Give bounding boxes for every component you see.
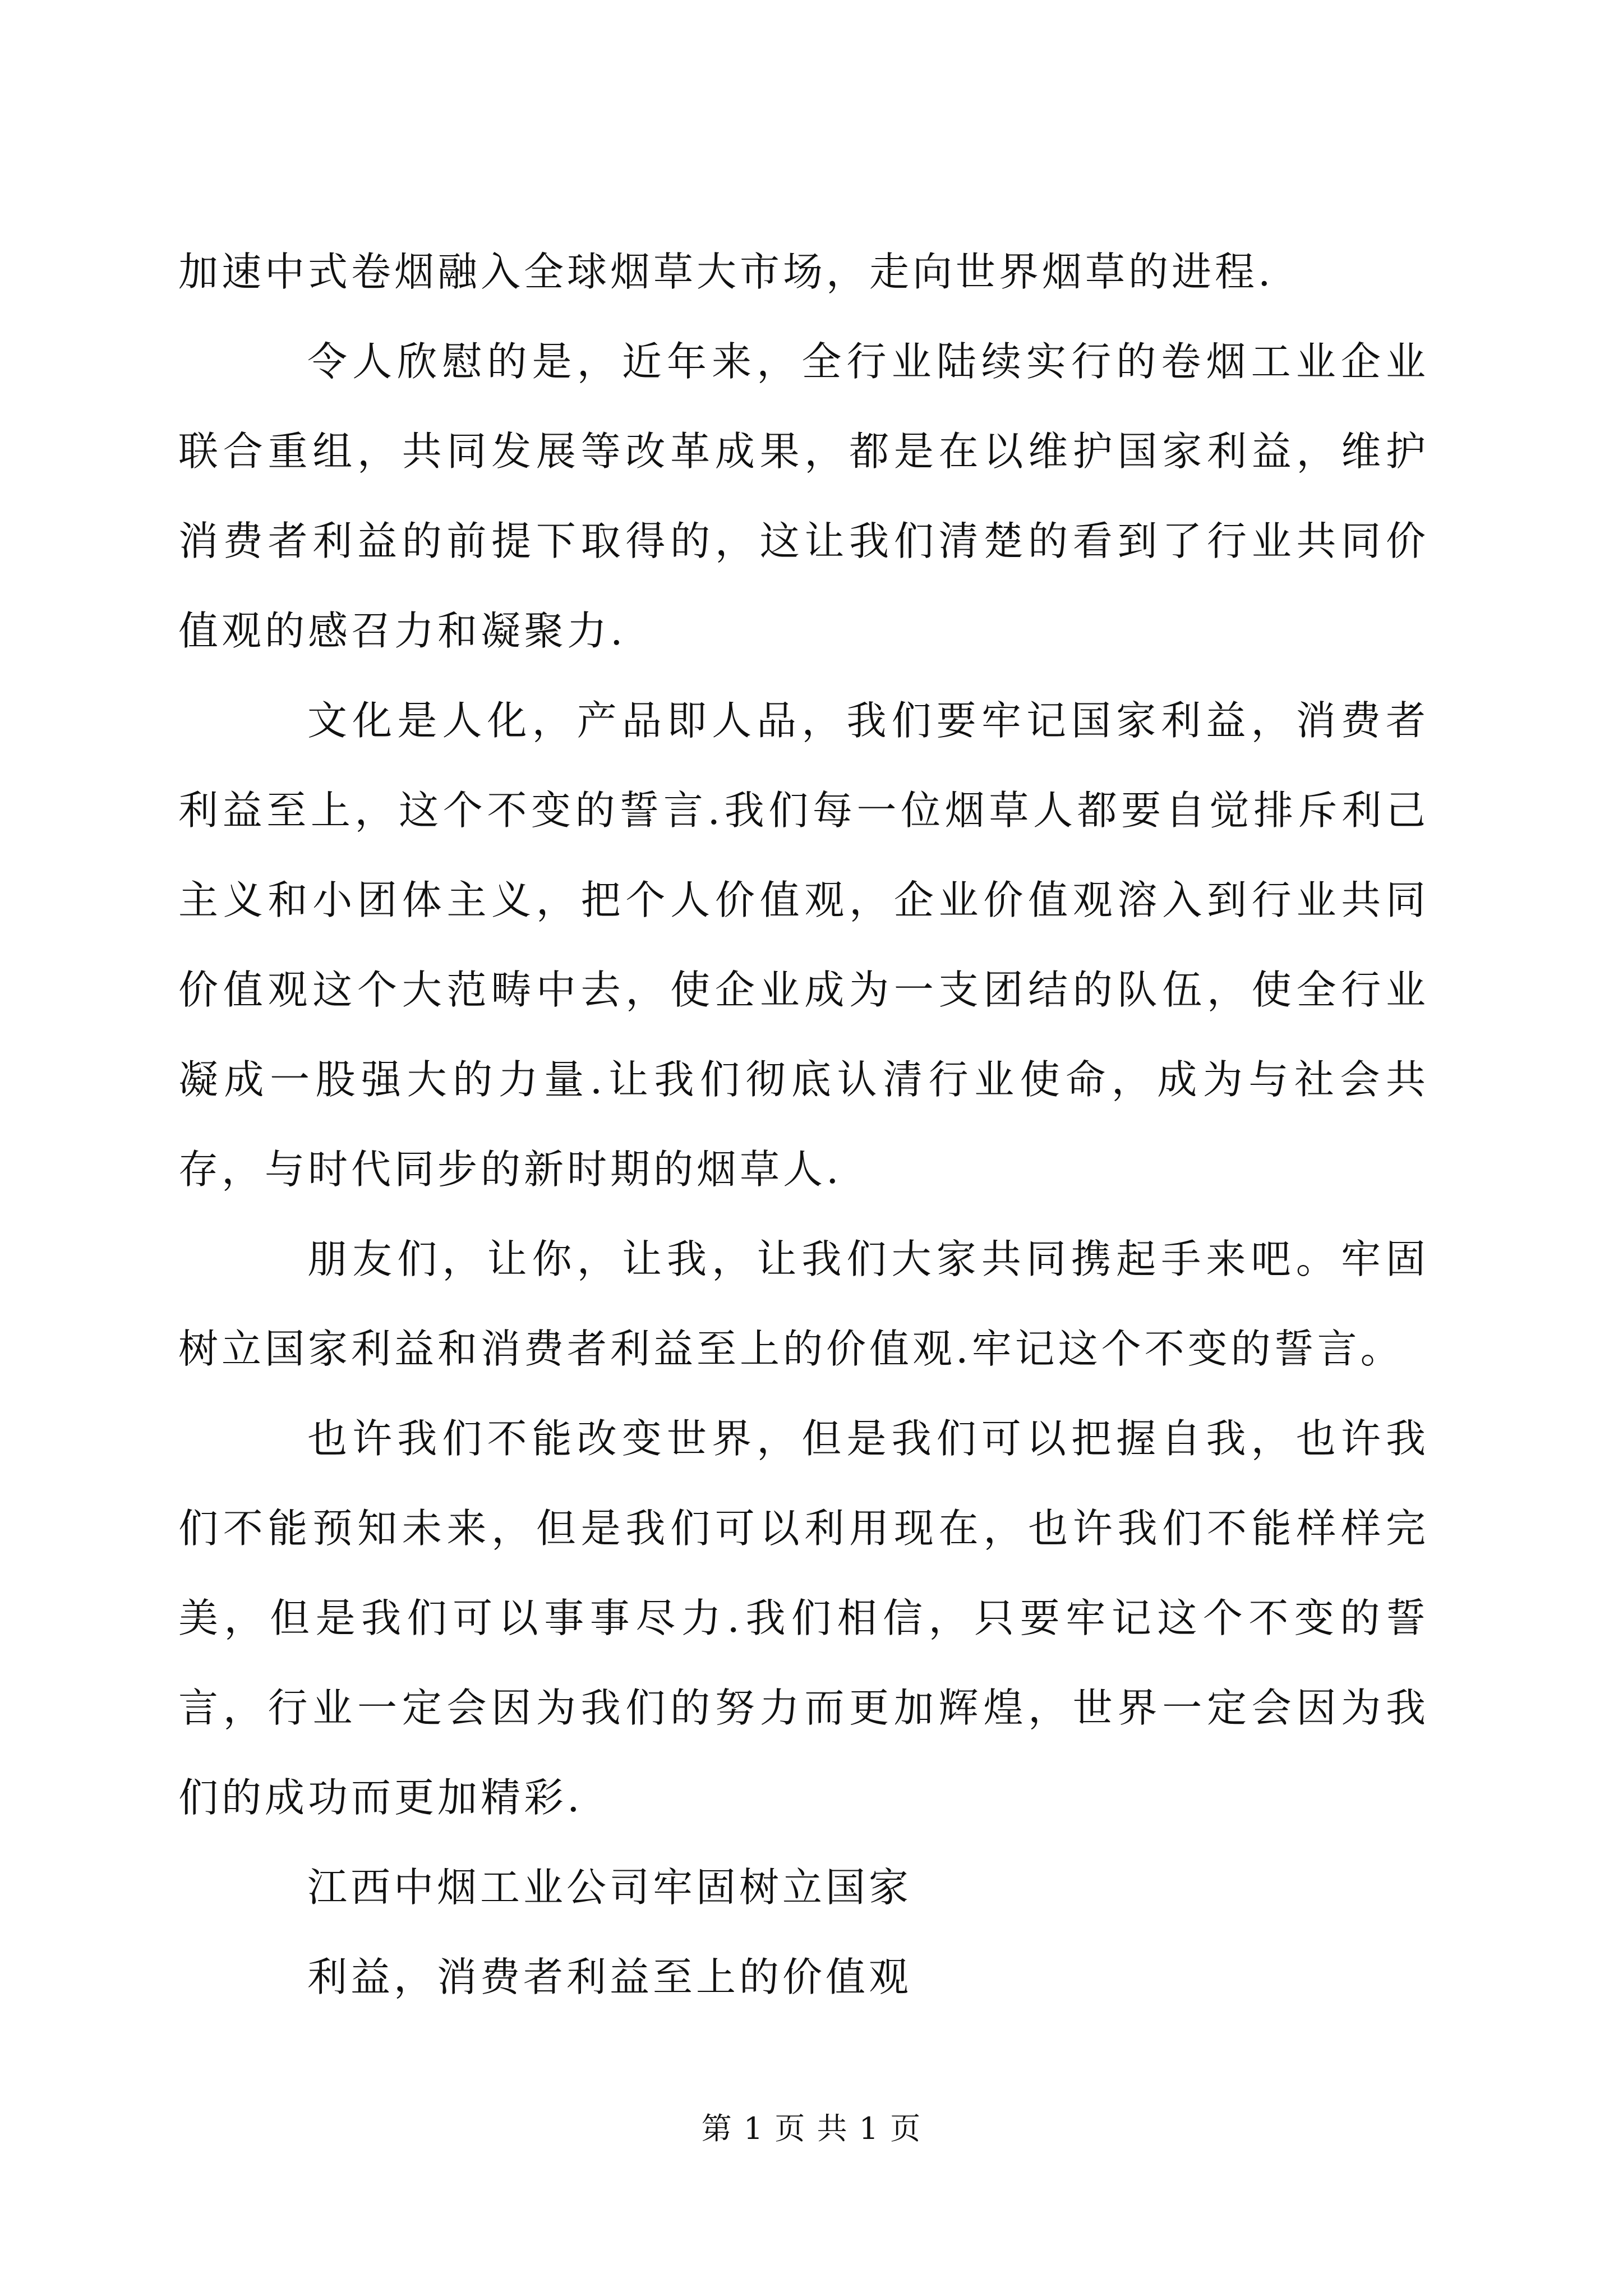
- paragraph-2: 令人欣慰的是，近年来，全行业陆续实行的卷烟工业企业联合重组，共同发展等改革成果，都是在以维护国家利益，维护消费者利益的前提下取得的，这让我们清楚的看到了行业共同价值观的感召力和凝聚力.: [178, 338, 1429, 654]
- signature-line-1: 江西中烟工业公司牢固树立国家: [307, 1864, 912, 1911]
- page-number-footer: 第 1 页 共 1 页: [701, 2111, 922, 2146]
- paragraph-5: 也许我们不能改变世界，但是我们可以把握自我，也许我们不能预知未来，但是我们可以利用现在，也许我们不能样样完美，但是我们可以事事尽力.我们相信，只要牢记这个不变的誓言，行业一定会因为我们的努力而更加辉煌，世界一定会因为我们的成功而更加精彩.: [178, 1415, 1429, 1821]
- paragraph-1: 加速中式卷烟融入全球烟草大市场，走向世界烟草的进程.: [178, 249, 1274, 295]
- document-body: [178, 227, 1429, 2022]
- paragraph-3: 文化是人化，产品即人品，我们要牢记国家利益，消费者利益至上，这个不变的誓言.我们每一位烟草人都要自觉排斥利己主义和小团体主义，把个人价值观，企业价值观溶入到行业共同价值观这个大范畴中去，使企业成为一支团结的队伍，使全行业凝成一股强大的力量.让我们彻底认清行业使命，成为与社会共存，与时代同步的新时期的烟草人.: [178, 697, 1429, 1193]
- paragraph-4: 朋友们，让你，让我，让我们大家共同携起手来吧。牢固树立国家利益和消费者利益至上的价值观.牢记这个不变的誓言。: [178, 1236, 1429, 1372]
- signature-line-2: 利益，消费者利益至上的价值观: [307, 1954, 912, 2000]
- signature-block: [178, 1843, 1429, 2022]
